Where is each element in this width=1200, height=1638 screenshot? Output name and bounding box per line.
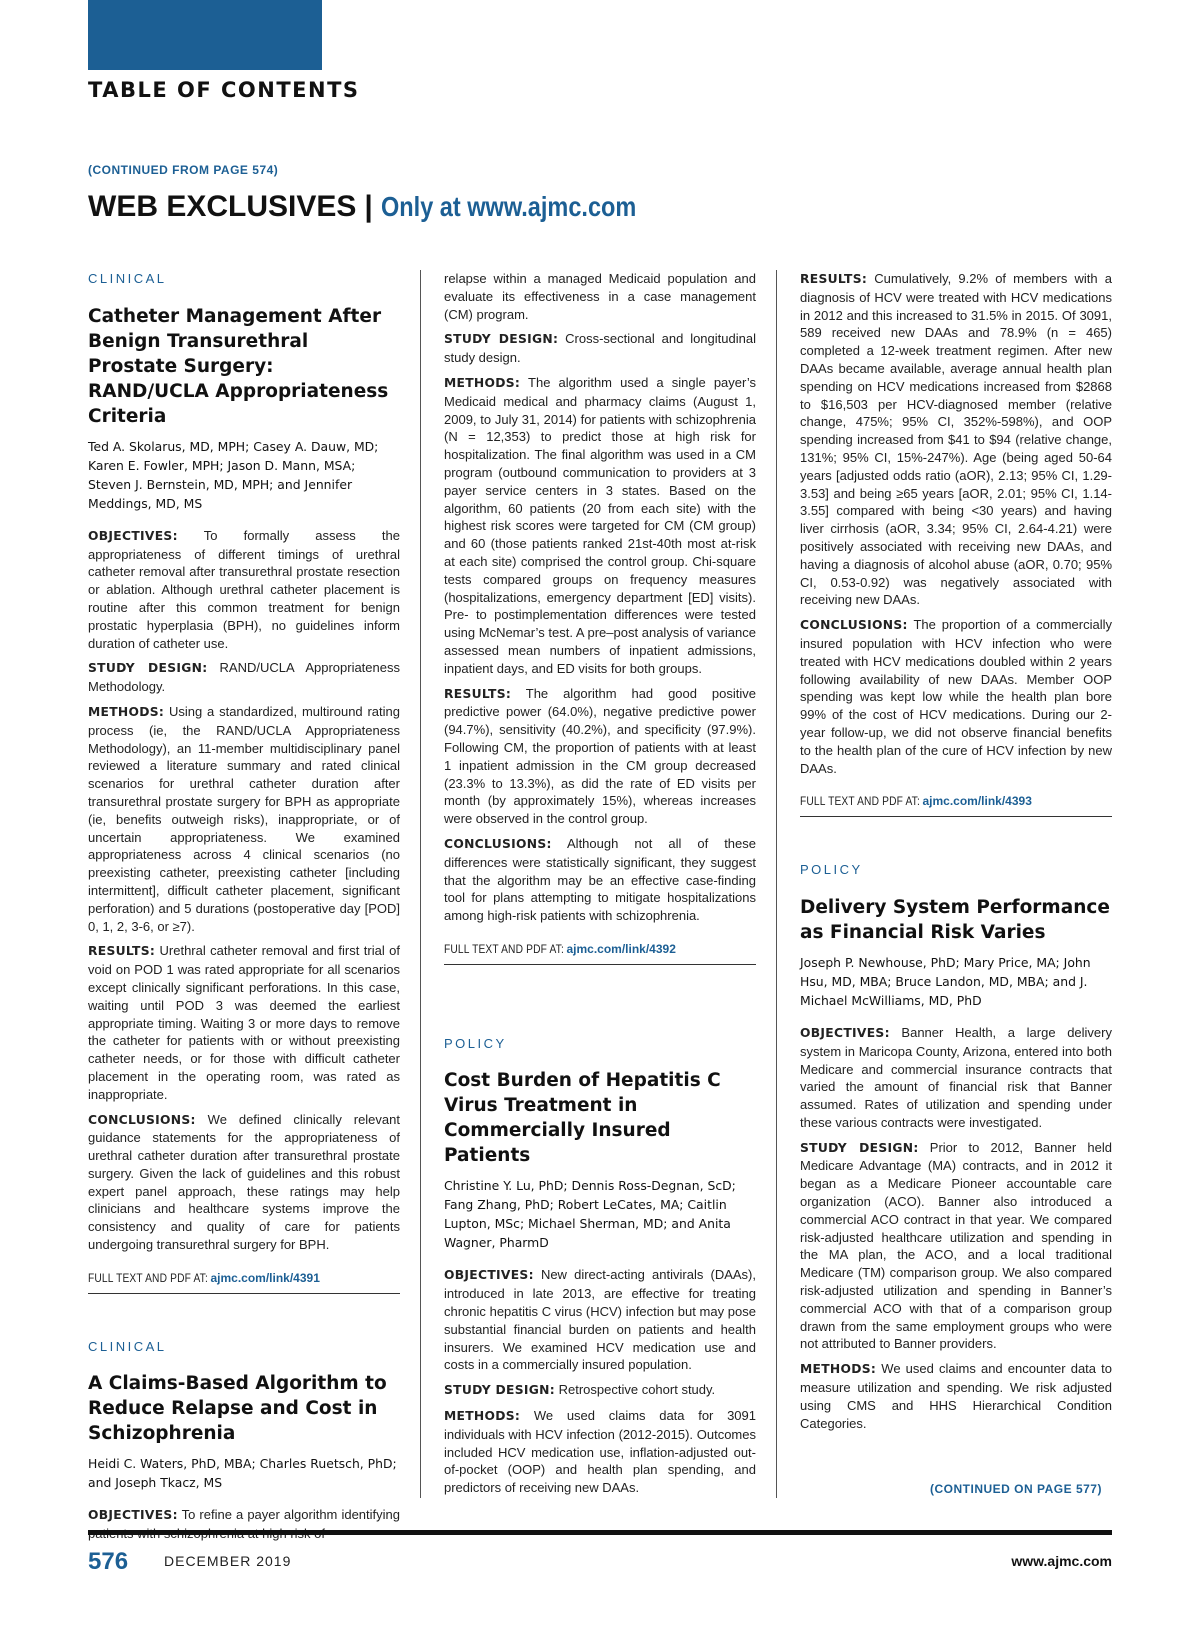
page-number: 576	[88, 1548, 129, 1575]
column-2	[444, 270, 756, 1504]
article-title[interactable]: Cost Burden of Hepatitis C Virus Treatment in Commercially Insured Patients	[444, 1070, 721, 1167]
abstract-results: RESULTS: Cumulatively, 9.2% of members with a diagnosis of HCV were treated with HCV medications in 2012 and this increased to 31.5% in 2015. Of 3091, 589 received new DAAs and 78.9% (n = 465) completed a 12-week treatment regimen. After new DAAs became available, average annual health plan spending on HCV medications increased from $2868 to $16,503 per HCV-diagnosed member (relative change, 475%; 95% CI, 352%-598%), and OOP spending increased from $41 to $94 (relative change, 131%; 95% CI, 15%-247%). Age (being aged 50-64 years [adjusted odds ratio (aOR), 2.13; 95% CI, 1.29-3.53] and being ≥65 years [aOR, 2.01; 95% CI, 1.14-3.55] compared with being <30 years) and having liver cirrhosis (aOR, 3.34; 95% CI, 2.64-4.21) were positively associated with receiving new DAAs, and having a diagnosis of alcohol abuse (aOR, 0.70; 95% CI, 0.53-0.92) was negatively associated with receiving new DAAs.	[800, 271, 1112, 608]
full-text-line: FULL TEXT AND PDF AT: ajmc.com/link/4391	[88, 1270, 400, 1294]
column-3	[800, 270, 1112, 1439]
section-title: TABLE OF CONTENTS	[88, 78, 360, 102]
abstract-conclusions: CONCLUSIONS: The proportion of a commercially insured population with HCV infection who were treated with HCV medications doubled within 2 years following availability of new DAAs. Member OOP spending was kept low while the health plan bore 99% of the cost of HCV medications. During our 2-year follow-up, we did not observe financial benefits to the health plan of the cure of HCV infection by new DAAs.	[800, 617, 1112, 776]
abstract-methods: METHODS: Using a standardized, multiround rating process (ie, the RAND/UCLA Appropriateness Methodology), an 11-member multidisciplinary panel reviewed a literature summary and rated clinical scenarios for urethral catheter duration after transurethral prostate surgery for BPH as appropriate (ie, benefits outweigh risks), inappropriate, or of uncertain appropriateness. We examined appropriateness across 4 clinical scenarios (no preexisting catheter, preexisting catheter [including intermittent], difficult catheter placement, significant perforation) and 5 durations (postoperative day [POD] 0, 1, 2, 3-6, or ≥7).	[88, 703, 400, 934]
site-url[interactable]: www.ajmc.com	[1011, 1553, 1112, 1569]
column-divider	[420, 270, 421, 1498]
column-1	[88, 270, 400, 1550]
article-title[interactable]: Catheter Management After Benign Transurethral Prostate Surgery: RAND/UCLA Appropriateness Criteria	[88, 305, 389, 427]
full-text-line: FULL TEXT AND PDF AT: ajmc.com/link/4392	[444, 941, 756, 965]
full-text-link[interactable]: ajmc.com/link/4391	[210, 1270, 320, 1285]
article-category: POLICY	[800, 862, 863, 878]
column-divider	[776, 270, 777, 1498]
abstract-methods: METHODS: We used claims and encounter data to measure utilization and spending. We risk adjusted using CMS and HHS Hierarchical Condition Categories.	[800, 1361, 1112, 1431]
article-title[interactable]: Delivery System Performance as Financial Risk Varies	[800, 896, 1110, 943]
abstract-conclusions: CONCLUSIONS: We defined clinically relevant guidance statements for the appropriateness of urethral catheter duration after transurethral prostate surgery. Given the lack of guidelines and this robust expert panel approach, these ratings may help clinicians and healthcare systems improve the consistency and quality of care for patients undergoing transurethral surgery for BPH.	[88, 1111, 400, 1253]
web-exclusives-heading	[88, 190, 685, 224]
only-at-link[interactable]: Only at www.ajmc.com	[380, 191, 637, 222]
continued-from: (CONTINUED FROM PAGE 574)	[88, 163, 279, 177]
continued-on: (CONTINUED ON PAGE 577)	[930, 1482, 1102, 1496]
full-text-link[interactable]: ajmc.com/link/4392	[566, 941, 676, 956]
article-authors: Christine Y. Lu, PhD; Dennis Ross-Degnan, ScD; Fang Zhang, PhD; Robert LeCates, MA; Caitlin Lupton, MSc; Michael Sherman, MD; and Anita Wagner, PharmD	[444, 1178, 736, 1251]
abstract-study-design: STUDY DESIGN: Prior to 2012, Banner held Medicare Advantage (MA) contracts, and in 2012 it began as a Medicare Pioneer accountable care organization (ACO). Banner also introduced a commercial ACO contract in that year. We compared risk-adjusted healthcare utilization and spending in the MA plan, the ACO, and a local traditional Medicare (TM) comparison group. We also compared risk-adjusted utilization and spending in Banner’s commercial ACO with that of a comparison group drawn from the same employment groups who were not attributed to Banner providers.	[800, 1139, 1112, 1352]
header-color-block	[88, 0, 322, 70]
footer-rule	[88, 1530, 1112, 1535]
abstract-objectives: OBJECTIVES: New direct-acting antivirals (DAAs), introduced in late 2013, are effective for treating chronic hepatitis C virus (HCV) infection but may pose substantial financial burden on patients and health insurers. We examined HCV medication use and costs in a commercially insured population.	[444, 1267, 756, 1373]
web-exclusives-label: WEB EXCLUSIVES	[88, 190, 357, 223]
abstract-results: RESULTS: The algorithm had good positive predictive power (64.0%), negative predictive power (94.7%), sensitivity (40.2%), and specificity (97.9%). Following CM, the proportion of patients with at least 1 inpatient admission in the CM group decreased (23.3% to 13.3%), as did the rate of ED visits per month (by approximately 15%), whereas increases were observed in the control group.	[444, 685, 756, 827]
abstract-objectives: OBJECTIVES: To refine a payer algorithm identifying	[88, 1507, 400, 1523]
article-category: POLICY	[444, 1035, 507, 1051]
abstract-methods: METHODS: The algorithm used a single payer’s Medicaid medical and pharmacy claims (August 1, 2009, to July 31, 2014) for patients with schizophrenia (N = 12,353) to predict those at high risk for hospitalization. The final algorithm was used in a CM program (outbound communication to providers at 3 payer service centers in 3 states. Based on the algorithm, 60 patients (20 from each site) with the highest risk scores were targeted for CM (CM group) and 60 (those patients ranked 21st-40th most at-risk at each site) comprised the control group. Chi-square tests compared groups on frequency measures (hospitalizations, emergency department [ED] visits). Pre- to postimplementation differences were tested using McNemar’s test. A pre–post analysis of variance assessed mean numbers of inpatient admissions, inpatient days, and ED visits for both groups.	[444, 374, 756, 676]
article-category: CLINICAL	[88, 271, 167, 286]
abstract-results: RESULTS: Urethral catheter removal and first trial of void on POD 1 was rated appropriate for all scenarios except clinically significant perforations. In this case, waiting until POD 3 was deemed the earliest appropriate timing. Waiting 3 or more days to remove the catheter for patients with or without preexisting catheter needs, or for those with difficult catheter placement in the operating room, was rated as inappropriate.	[88, 943, 400, 1102]
abstract-study-design: STUDY DESIGN: Cross-sectional and longitudinal study design.	[444, 331, 756, 366]
abstract-study-design: STUDY DESIGN: Retrospective cohort study.	[444, 1382, 716, 1398]
article-authors: Heidi C. Waters, PhD, MBA; Charles Ruetsch, PhD; and Joseph Tkacz, MS	[88, 1456, 397, 1491]
article-authors: Joseph P. Newhouse, PhD; Mary Price, MA; John Hsu, MD, MBA; Bruce Landon, MD, MBA; and J. Michael McWilliams, MD, PhD	[800, 954, 1091, 1008]
article-category: CLINICAL	[88, 1338, 167, 1354]
full-text-link[interactable]: ajmc.com/link/4393	[922, 794, 1032, 809]
full-text-line: FULL TEXT AND PDF AT: ajmc.com/link/4393	[800, 793, 1112, 817]
abstract-objectives: OBJECTIVES: Banner Health, a large delivery system in Maricopa County, Arizona, entered into both Medicare and commercial insurance contracts that varied the amount of financial risk that Banner assumed. Rates of utilization and spending under these various contracts were investigated.	[800, 1024, 1112, 1130]
abstract-objectives-cont: relapse within a managed Medicaid population and evaluate its effectiveness in a case management (CM) program.	[444, 271, 756, 322]
issue-date: DECEMBER 2019	[164, 1553, 292, 1569]
article-authors: Ted A. Skolarus, MD, MPH; Casey A. Dauw, MD; Karen E. Fowler, MPH; Jason D. Mann, MSA; Steven J. Bernstein, MD, MPH; and Jennifer Meddings, MD, MS	[88, 438, 379, 511]
abstract-conclusions: CONCLUSIONS: Although not all of these differences were statistically significant, they suggest that the algorithm may be an effective case-finding tool for plans attempting to mitigate hospitalizations among high-risk patients with schizophrenia.	[444, 835, 756, 924]
abstract-objectives: OBJECTIVES: To formally assess the appropriateness of different timings of urethral catheter removal after transurethral prostate resection or ablation. Although urethral catheter placement is routine after this common treatment for benign prostatic hyperplasia (BPH), no guidelines inform duration of catheter use.	[88, 527, 400, 651]
heading-separator: |	[364, 190, 373, 223]
abstract-methods: METHODS: We used claims data for 3091 individuals with HCV infection (2012-2015). Outcomes included HCV medication use, inflation-adjusted out-of-pocket (OOP) and health plan spending, and predictors of receiving new DAAs.	[444, 1408, 756, 1496]
article-title[interactable]: A Claims-Based Algorithm to Reduce Relapse and Cost in Schizophrenia	[88, 1373, 387, 1445]
abstract-study-design: STUDY DESIGN: RAND/UCLA Appropriateness Methodology.	[88, 660, 400, 695]
